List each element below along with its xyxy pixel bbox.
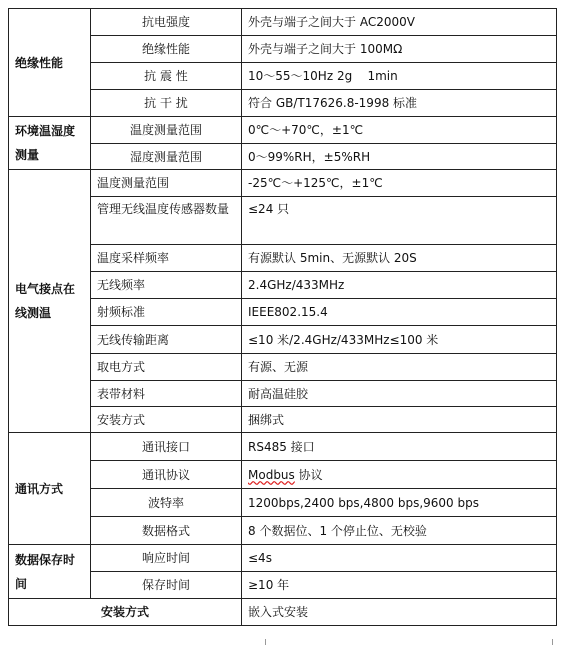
item-value: IEEE802.15.4 bbox=[242, 299, 557, 326]
table-row bbox=[9, 407, 557, 433]
table-row bbox=[9, 299, 557, 326]
item-value: 0～99%RH，±5%RH bbox=[242, 144, 557, 170]
item-label: 波特率 bbox=[91, 489, 242, 517]
item-label: 绝缘性能 bbox=[91, 36, 242, 63]
table-row bbox=[9, 272, 557, 299]
table-row bbox=[9, 461, 557, 489]
group-environment: 环境温湿度测量 bbox=[9, 117, 91, 170]
item-value: 8 个数据位、1 个停止位、无校验 bbox=[242, 517, 557, 545]
table-row bbox=[9, 354, 557, 381]
item-value: 捆绑式 bbox=[242, 407, 557, 433]
item-value: 1200bps,2400 bps,4800 bps,9600 bps bbox=[242, 489, 557, 517]
table-row bbox=[9, 545, 557, 572]
item-label: 通讯接口 bbox=[91, 433, 242, 461]
item-value: 0℃～+70℃，±1℃ bbox=[242, 117, 557, 144]
item-value: ≤24 只 bbox=[242, 197, 557, 245]
item-value bbox=[242, 461, 557, 489]
installation-value: 嵌入式安装 bbox=[242, 599, 557, 626]
protocol-name: Modbus bbox=[248, 467, 295, 482]
item-label: 无线频率 bbox=[91, 272, 242, 299]
item-value: ≤10 米/2.4GHz/433MHz≤100 米 bbox=[242, 326, 557, 354]
page-edge-mark bbox=[552, 639, 553, 645]
item-label: 湿度测量范围 bbox=[91, 144, 242, 170]
item-label: 温度测量范围 bbox=[91, 117, 242, 144]
table-row bbox=[9, 245, 557, 272]
page-edge-mark bbox=[265, 639, 266, 645]
item-value: 外壳与端子之间大于 AC2000V bbox=[242, 9, 557, 36]
item-label: 表带材料 bbox=[91, 381, 242, 407]
spec-table bbox=[8, 8, 557, 626]
group-data-retention: 数据保存时间 bbox=[9, 545, 91, 599]
item-value: 外壳与端子之间大于 100MΩ bbox=[242, 36, 557, 63]
table-row bbox=[9, 117, 557, 144]
item-label: 抗电强度 bbox=[91, 9, 242, 36]
table-row bbox=[9, 489, 557, 517]
table-row bbox=[9, 197, 557, 245]
item-label: 通讯协议 bbox=[91, 461, 242, 489]
table-row bbox=[9, 599, 557, 626]
item-value: 耐高温硅胶 bbox=[242, 381, 557, 407]
item-label: 数据格式 bbox=[91, 517, 242, 545]
item-value: 2.4GHz/433MHz bbox=[242, 272, 557, 299]
table-row bbox=[9, 381, 557, 407]
item-label: 抗 震 性 bbox=[91, 63, 242, 90]
item-value: ≥10 年 bbox=[242, 572, 557, 599]
item-value: 符合 GB/T17626.8-1998 标准 bbox=[242, 90, 557, 117]
item-label: 温度采样频率 bbox=[91, 245, 242, 272]
group-electrical-temp: 电气接点在线测温 bbox=[9, 170, 91, 433]
item-label: 管理无线温度传感器数量 bbox=[91, 197, 242, 245]
item-label: 取电方式 bbox=[91, 354, 242, 381]
table-row bbox=[9, 572, 557, 599]
table-row bbox=[9, 36, 557, 63]
table-row bbox=[9, 144, 557, 170]
item-value: ≤4s bbox=[242, 545, 557, 572]
item-label: 安装方式 bbox=[91, 407, 242, 433]
table-row bbox=[9, 326, 557, 354]
group-communication: 通讯方式 bbox=[9, 433, 91, 545]
table-row bbox=[9, 9, 557, 36]
item-value: -25℃～+125℃，±1℃ bbox=[242, 170, 557, 197]
item-label: 响应时间 bbox=[91, 545, 242, 572]
item-label: 抗 干 扰 bbox=[91, 90, 242, 117]
item-value: 10～55～10Hz 2g 1min bbox=[242, 63, 557, 90]
item-value: 有源默认 5min、无源默认 20S bbox=[242, 245, 557, 272]
table-row bbox=[9, 90, 557, 117]
table-row bbox=[9, 517, 557, 545]
item-label: 保存时间 bbox=[91, 572, 242, 599]
item-label: 射频标准 bbox=[91, 299, 242, 326]
item-label: 无线传输距离 bbox=[91, 326, 242, 354]
installation-label: 安装方式 bbox=[9, 599, 242, 626]
item-value: 有源、无源 bbox=[242, 354, 557, 381]
item-value: RS485 接口 bbox=[242, 433, 557, 461]
table-row bbox=[9, 63, 557, 90]
table-row bbox=[9, 433, 557, 461]
protocol-suffix: 协议 bbox=[294, 467, 323, 482]
table-row bbox=[9, 170, 557, 197]
item-label: 温度测量范围 bbox=[91, 170, 242, 197]
group-insulation: 绝缘性能 bbox=[9, 9, 91, 117]
